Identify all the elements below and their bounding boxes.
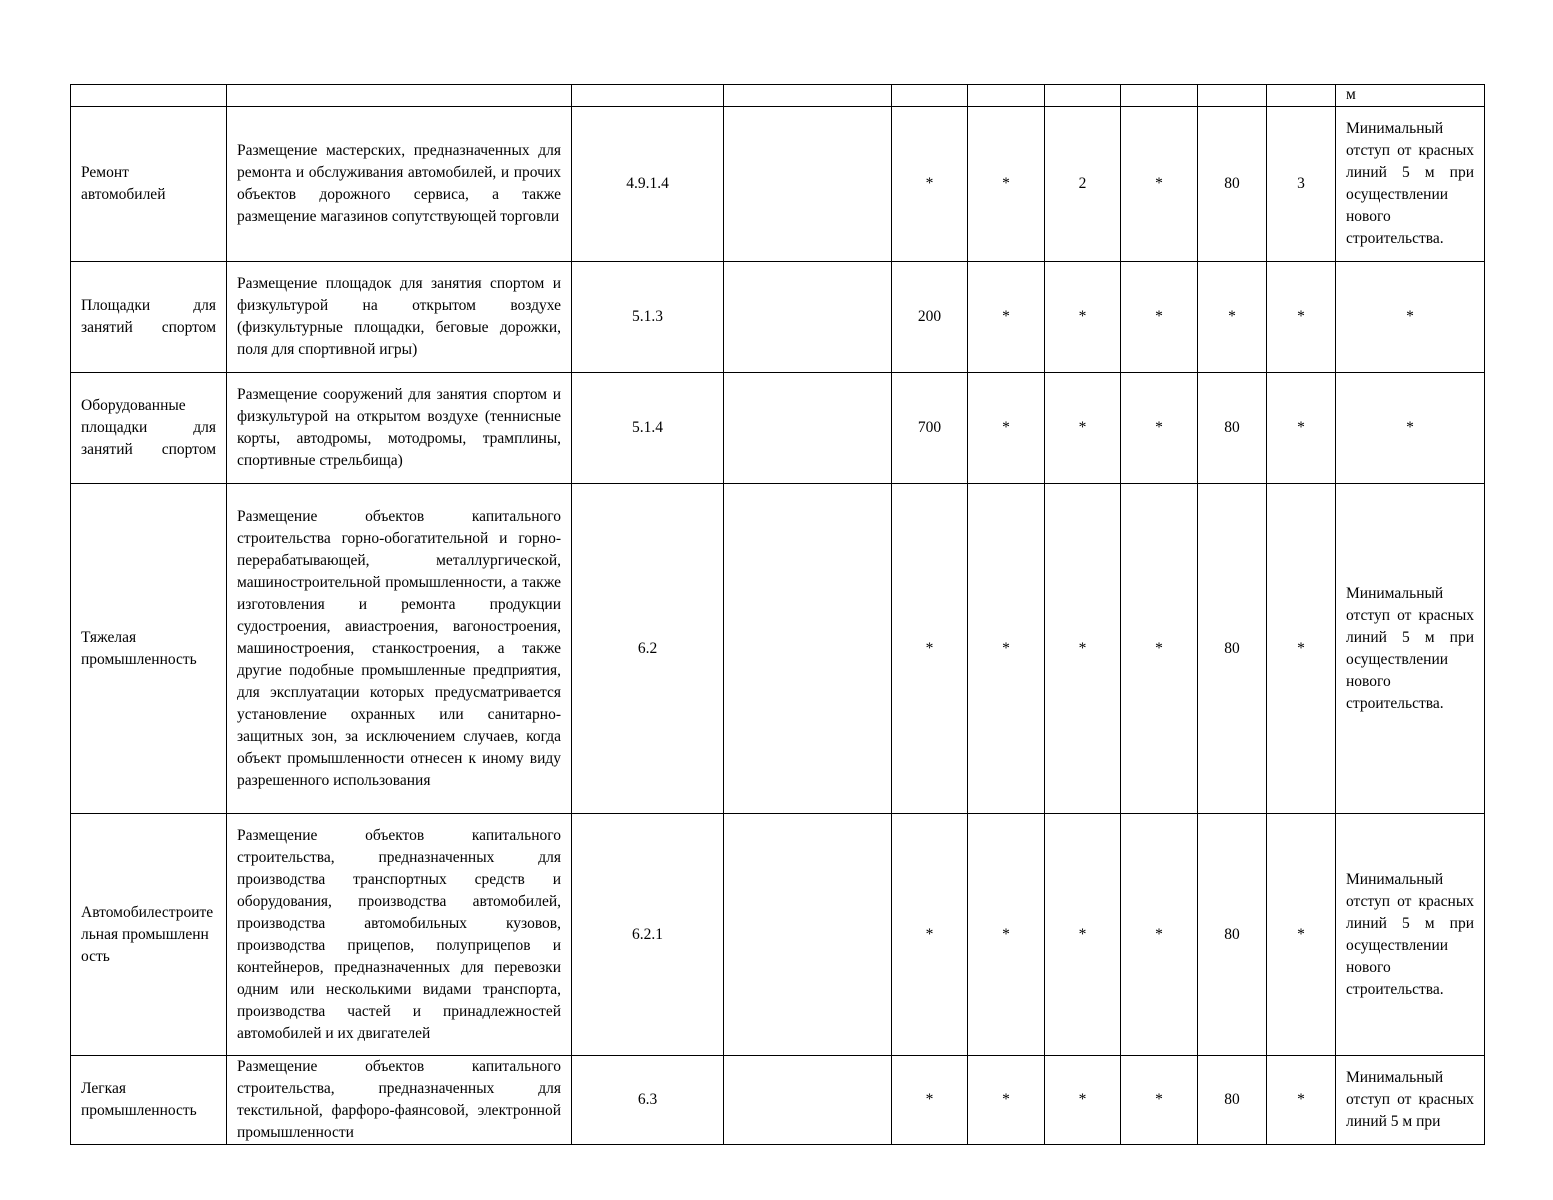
- table-row: [71, 262, 1485, 373]
- cell-col4: [724, 373, 892, 484]
- cell-col4: [724, 85, 892, 107]
- cell-c8: *: [1121, 1056, 1198, 1145]
- cell-c6: *: [968, 373, 1045, 484]
- cell-name: Оборудованные площадки для занятий спортом: [71, 373, 227, 484]
- cell-description: Размещение объектов капитального строительства горно-обогатительной и горно-перерабатывающей, металлургической, машиностроительной промышленности, а также изготовления и ремонта продукции судостроения, авиастроения, вагоностроения, машиностроения, станкостроения, а также другие подобные промышленные предприятия, для эксплуатации которых предусматривается установление охранных или санитарно-защитных зон, за исключением случаев, когда объект промышленности отнесен к иному виду разрешенного использования: [227, 484, 572, 814]
- cell-c6: *: [968, 814, 1045, 1056]
- cell-c7: 2: [1045, 107, 1121, 262]
- table-row: [71, 373, 1485, 484]
- cell-col4: [724, 484, 892, 814]
- cell-col4: [724, 814, 892, 1056]
- cell-note: Минимальный отступ от красных линий 5 м при осуществлении нового строительства.: [1336, 484, 1485, 814]
- cell-c6: *: [968, 107, 1045, 262]
- cell-code: 5.1.4: [572, 373, 724, 484]
- cell-note: Минимальный отступ от красных линий 5 м при осуществлении нового строительства.: [1336, 107, 1485, 262]
- table-row: [71, 85, 1485, 107]
- cell-c9: 80: [1198, 107, 1267, 262]
- cell-description: Размещение объектов капитального строительства, предназначенных для производства транспортных средств и оборудования, производства автомобилей, производства автомобильных кузовов, производства прицепов, полуприцепов и контейнеров, предназначенных для перевозки одним или несколькими видами транспорта, производства частей и принадлежностей автомобилей и их двигателей: [227, 814, 572, 1056]
- cell-c8: *: [1121, 107, 1198, 262]
- cell-c5: 200: [892, 262, 968, 373]
- cell-note: Минимальный отступ от красных линий 5 м при: [1336, 1056, 1485, 1145]
- cell-c9: 80: [1198, 1056, 1267, 1145]
- cell-note: Минимальный отступ от красных линий 5 м при осуществлении нового строительства.: [1336, 814, 1485, 1056]
- cell-c9: *: [1198, 262, 1267, 373]
- cell-name: Легкая промышленность: [71, 1056, 227, 1145]
- cell-c9: 80: [1198, 814, 1267, 1056]
- cell-c8: *: [1121, 814, 1198, 1056]
- cell-code: 6.2.1: [572, 814, 724, 1056]
- cell-c10: *: [1267, 1056, 1336, 1145]
- cell-col4: [724, 1056, 892, 1145]
- cell-c6: [968, 85, 1045, 107]
- cell-c10: *: [1267, 814, 1336, 1056]
- cell-c8: [1121, 85, 1198, 107]
- cell-c9: [1198, 85, 1267, 107]
- cell-c6: *: [968, 1056, 1045, 1145]
- cell-c7: *: [1045, 484, 1121, 814]
- land-use-table: [70, 84, 1485, 1145]
- cell-c5: [892, 85, 968, 107]
- cell-c5: 700: [892, 373, 968, 484]
- cell-col4: [724, 107, 892, 262]
- cell-code: 6.2: [572, 484, 724, 814]
- cell-c10: *: [1267, 484, 1336, 814]
- cell-name: Тяжелая промышленность: [71, 484, 227, 814]
- cell-c8: *: [1121, 373, 1198, 484]
- cell-c5: *: [892, 484, 968, 814]
- cell-name: Площадки для занятий спортом: [71, 262, 227, 373]
- cell-c7: [1045, 85, 1121, 107]
- cell-name: Ремонт автомобилей: [71, 107, 227, 262]
- cell-note: *: [1336, 373, 1485, 484]
- cell-note: м: [1336, 85, 1485, 107]
- cell-c5: *: [892, 107, 968, 262]
- table-row: [71, 814, 1485, 1056]
- cell-c9: 80: [1198, 484, 1267, 814]
- cell-description: Размещение сооружений для занятия спортом и физкультурой на открытом воздухе (теннисные корты, автодромы, мотодромы, трамплины, спортивные стрельбища): [227, 373, 572, 484]
- cell-name: Автомобилестроительная промышленность: [71, 814, 227, 1056]
- cell-c7: *: [1045, 1056, 1121, 1145]
- cell-c5: *: [892, 814, 968, 1056]
- cell-description: Размещение площадок для занятия спортом и физкультурой на открытом воздухе (физкультурные площадки, беговые дорожки, поля для спортивной игры): [227, 262, 572, 373]
- cell-c7: *: [1045, 262, 1121, 373]
- cell-code: 5.1.3: [572, 262, 724, 373]
- cell-c10: *: [1267, 373, 1336, 484]
- cell-c7: *: [1045, 814, 1121, 1056]
- table-row: [71, 484, 1485, 814]
- cell-c7: *: [1045, 373, 1121, 484]
- table-row: [71, 107, 1485, 262]
- cell-name: [71, 85, 227, 107]
- cell-c8: *: [1121, 484, 1198, 814]
- cell-c6: *: [968, 262, 1045, 373]
- cell-code: 4.9.1.4: [572, 107, 724, 262]
- cell-description: [227, 85, 572, 107]
- cell-code: [572, 85, 724, 107]
- cell-c8: *: [1121, 262, 1198, 373]
- cell-c10: [1267, 85, 1336, 107]
- cell-c9: 80: [1198, 373, 1267, 484]
- cell-c6: *: [968, 484, 1045, 814]
- cell-c5: *: [892, 1056, 968, 1145]
- cell-c10: *: [1267, 262, 1336, 373]
- table-row: [71, 1056, 1485, 1145]
- cell-note: *: [1336, 262, 1485, 373]
- cell-description: Размещение мастерских, предназначенных для ремонта и обслуживания автомобилей, и прочих объектов дорожного сервиса, а также размещение магазинов сопутствующей торговли: [227, 107, 572, 262]
- cell-c10: 3: [1267, 107, 1336, 262]
- cell-col4: [724, 262, 892, 373]
- cell-description: Размещение объектов капитального строительства, предназначенных для текстильной, фарфоро-фаянсовой, электронной промышленности: [227, 1056, 572, 1145]
- cell-code: 6.3: [572, 1056, 724, 1145]
